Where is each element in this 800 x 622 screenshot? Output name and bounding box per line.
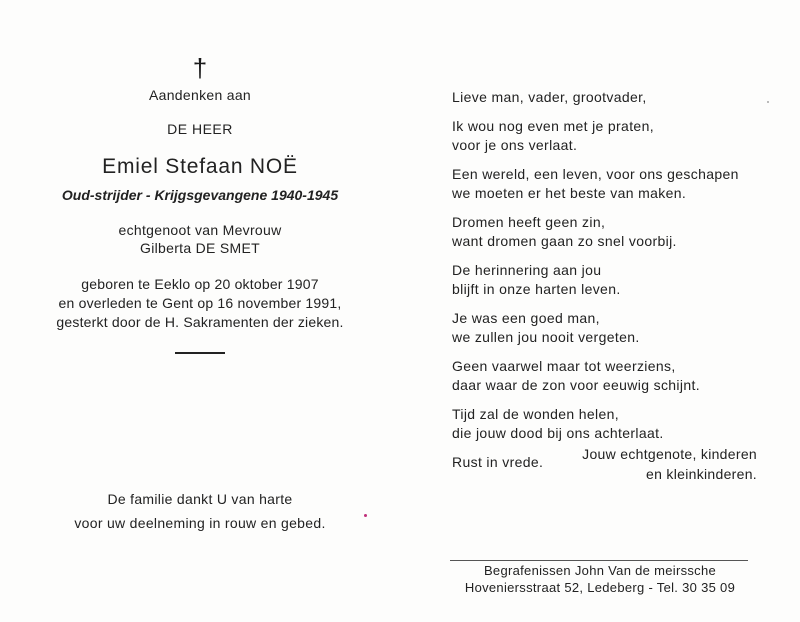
left-panel [30, 55, 370, 354]
family-thanks [30, 487, 370, 535]
signoff-line-2: en kleinkinderen. [646, 466, 757, 482]
poem-stanza [452, 213, 772, 251]
poem-line: Een wereld, een leven, voor ons geschapen [452, 166, 739, 182]
deceased-subtitle: Oud-strijder - Krijgsgevangene 1940-1945 [61, 187, 339, 203]
signoff-line-1: Jouw echtgenote, kinderen [582, 446, 757, 462]
cross-icon: † [192, 53, 208, 83]
poem-line: Tijd zal de wonden helen, [452, 406, 620, 422]
thanks-line-1: De familie dankt U van harte [107, 491, 293, 507]
funeral-line-1: Begrafenissen John Van de meirssche [483, 563, 717, 578]
poem-line: we zullen jou nooit vergeten. [452, 329, 640, 345]
divider [175, 352, 225, 354]
ink-speck [364, 514, 367, 517]
spouse-line-2: Gilberta DE SMET [140, 240, 260, 256]
signoff [452, 444, 757, 484]
thanks-line-2: voor uw deelneming in rouw en gebed. [74, 515, 326, 531]
poem-line: want dromen gaan zo snel voorbij. [452, 233, 677, 249]
poem-line: Rust in vrede. [452, 454, 544, 470]
poem-line: blijft in onze harten leven. [452, 281, 621, 297]
poem-line: voor je ons verlaat. [452, 137, 578, 153]
poem-line: De herinnering aan jou [452, 262, 602, 278]
poem-line: Je was een goed man, [452, 310, 600, 326]
poem-stanza [452, 405, 772, 443]
dates-line-1: geboren te Eeklo op 20 oktober 1907 [81, 276, 319, 292]
poem-stanza [452, 165, 772, 203]
spouse-line-1: echtgenoot van Mevrouw [118, 222, 282, 238]
poem-line: Geen vaarwel maar tot weerziens, [452, 358, 676, 374]
poem-line: Dromen heeft geen zin, [452, 214, 606, 230]
life-dates [30, 275, 370, 332]
poem [452, 88, 772, 482]
poem-stanza [452, 261, 772, 299]
poem-stanza [452, 117, 772, 155]
poem-line: die jouw dood bij ons achterlaat. [452, 425, 664, 441]
poem-stanza [452, 357, 772, 395]
poem-stanza [452, 309, 772, 347]
deceased-name: Emiel Stefaan NOË [102, 155, 298, 178]
funeral-director [440, 562, 760, 596]
poem-line: Lieve man, vader, grootvader, [452, 89, 647, 105]
spouse-info [30, 221, 370, 257]
dates-line-2: en overleden te Gent op 16 november 1991, [58, 295, 342, 311]
honorific: DE HEER [167, 121, 233, 137]
poem-line: daar waar de zon voor eeuwig schijnt. [452, 377, 700, 393]
poem-stanza [452, 88, 772, 107]
memorial-heading: Aandenken aan [149, 87, 251, 103]
poem-line: Ik wou nog even met je praten, [452, 118, 654, 134]
funeral-line-2: Hoveniersstraat 52, Ledeberg - Tel. 30 35 09 [464, 580, 736, 595]
funeral-divider [450, 560, 748, 561]
dates-line-3: gesterkt door de H. Sakramenten der zieken. [56, 314, 344, 330]
poem-line: we moeten er het beste van maken. [452, 185, 687, 201]
